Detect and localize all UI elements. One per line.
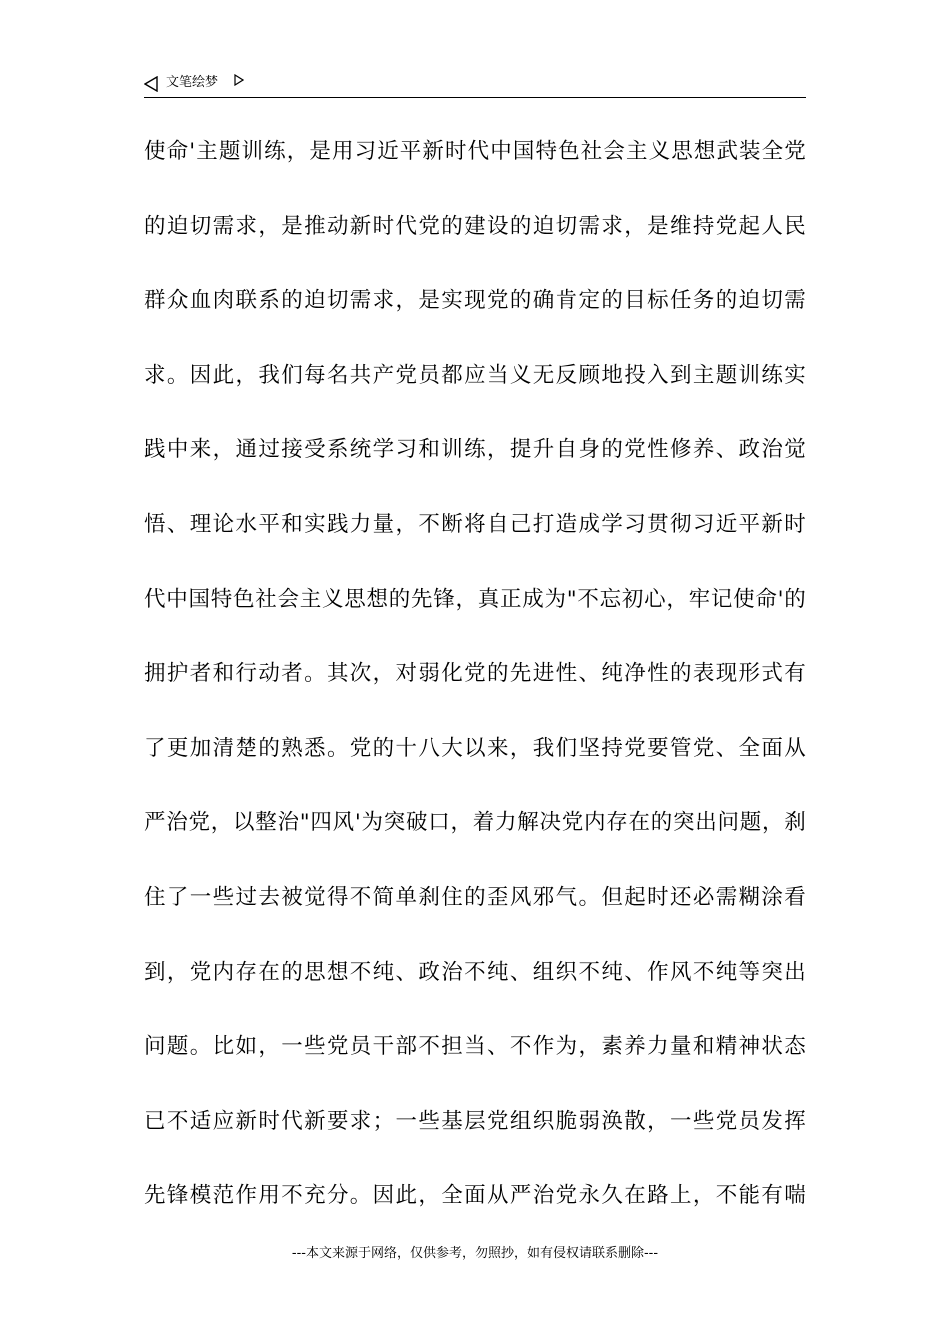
text-line: 住了一些过去被觉得不简单刹住的歪风邪气。但起时还必需糊涂看 [144,884,806,910]
text-line: 到，党内存在的思想不纯、政治不纯、组织不纯、作风不纯等突出 [144,959,806,985]
document-body [144,120,806,1239]
text-line: 的迫切需求，是推动新时代党的建设的迫切需求，是维持党起人民 [144,213,806,239]
text-line: 拥护者和行动者。其次，对弱化党的先进性、纯净性的表现形式有 [144,661,806,687]
text-line: 了更加清楚的熟悉。党的十八大以来，我们坚持党要管党、全面从 [144,735,806,761]
text-line: 严治党，以整治"四风'为突破口，着力解决党内存在的突出问题，刹 [144,810,806,836]
triangle-right-outline-icon [234,74,244,86]
text-line: 已不适应新时代新要求；一些基层党组织脆弱涣散，一些党员发挥 [144,1108,806,1134]
header-title: 文笔绘梦 [166,75,219,90]
text-line: 问题。比如，一些党员干部不担当、不作为，素养力量和精神状态 [144,1034,806,1060]
text-line: 使命'主题训练，是用习近平新时代中国特色社会主义思想武装全党 [144,139,806,164]
text-line: 践中来，通过接受系统学习和训练，提升自身的党性修养、政治觉 [144,437,806,463]
text-line: 代中国特色社会主义思想的先锋，真正成为"不忘初心，牢记使命'的 [144,586,806,612]
text-line: 求。因此，我们每名共产党员都应当义无反顾地投入到主题训练实 [144,362,806,388]
triangle-left-outline-icon [144,76,158,92]
page-footer-disclaimer: ---本文来源于网络，仅供参考，勿照抄，如有侵权请联系删除--- [291,1246,659,1261]
text-line: 先锋模范作用不充分。因此，全面从严治党永久在路上，不能有喘 [144,1183,806,1209]
page-header [144,72,806,98]
text-line: 群众血肉联系的迫切需求，是实现党的确肯定的目标任务的迫切需 [144,288,806,314]
text-line: 悟、理论水平和实践力量，不断将自己打造成学习贯彻习近平新时 [144,511,806,537]
